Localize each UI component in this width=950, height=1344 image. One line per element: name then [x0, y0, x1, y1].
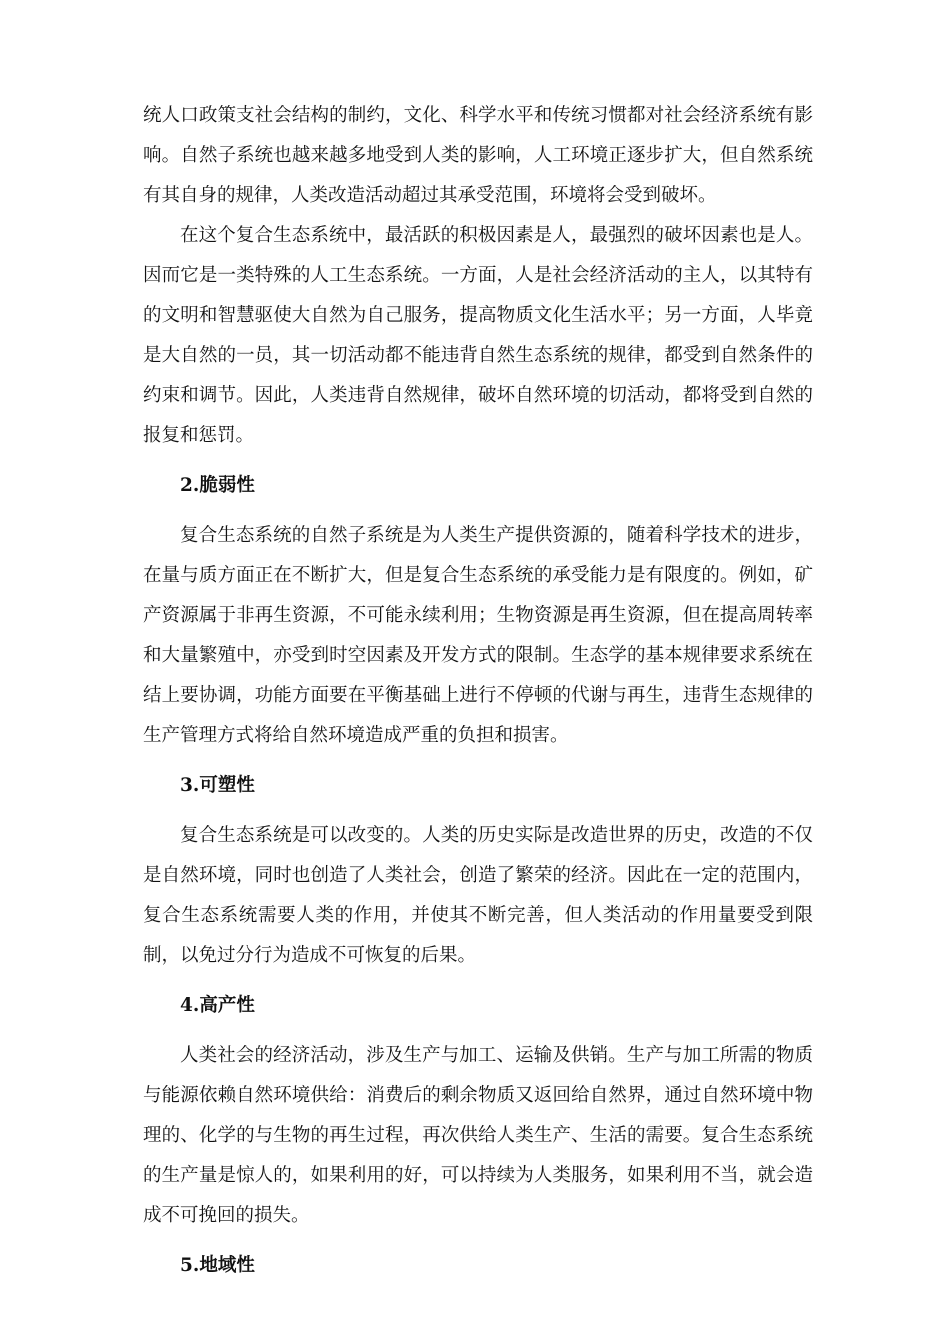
section-heading-plasticity: 3.可塑性 — [180, 775, 255, 796]
section-heading-fragility: 2.脆弱性 — [180, 475, 255, 496]
paragraph-continued: 统人口政策支社会结构的制约，文化、科学水平和传统习惯都对社会经济系统有影响。自然子系统也越来越多地受到人类的影响，人工环境正逐步扩大，但自然系统有其自身的规律，人类改造活动超过其承受范围，环境将会受到破坏。 — [143, 105, 813, 206]
section-body-plasticity: 复合生态系统是可以改变的。人类的历史实际是改造世界的历史，改造的不仅是自然环境，同时也创造了人类社会，创造了繁荣的经济。因此在一定的范围内，复合生态系统需要人类的作用，并使其不断完善，但人类活动的作用量要受到限制，以免过分行为造成不可恢复的后果。 — [143, 825, 813, 966]
document-body — [143, 96, 813, 1296]
paragraph-composite-ecosystem: 在这个复合生态系统中，最活跃的积极因素是人，最强烈的破坏因素也是人。因而它是一类特殊的人工生态系统。一方面，人是社会经济活动的主人，以其特有的文明和智慧驱使大自然为自己服务，提高物质文化生活水平；另一方面，人毕竟是大自然的一员，其一切活动都不能违背自然生态系统的规律，都受到自然条件的约束和调节。因此，人类违背自然规律，破坏自然环境的切活动，都将受到自然的报复和惩罚。 — [143, 225, 813, 446]
section-body-productivity: 人类社会的经济活动，涉及生产与加工、运输及供销。生产与加工所需的物质与能源依赖自然环境供给：消费后的剩余物质又返回给自然界，通过自然环境中物理的、化学的与生物的再生过程，再次供给人类生产、生活的需要。复合生态系统的生产量是惊人的，如果利用的好，可以持续为人类服务，如果利用不当，就会造成不可挽回的损失。 — [143, 1045, 813, 1226]
section-heading-productivity: 4.高产性 — [180, 995, 255, 1016]
section-heading-regionality: 5.地域性 — [180, 1255, 255, 1276]
section-body-fragility: 复合生态系统的自然子系统是为人类生产提供资源的，随着科学技术的进步，在量与质方面正在不断扩大，但是复合生态系统的承受能力是有限度的。例如，矿产资源属于非再生资源，不可能永续利用；生物资源是再生资源，但在提高周转率和大量繁殖中，亦受到时空因素及开发方式的限制。生态学的基本规律要求系统在结上要协调，功能方面要在平衡基础上进行不停顿的代谢与再生，违背生态规律的生产管理方式将给自然环境造成严重的负担和损害。 — [143, 525, 813, 746]
